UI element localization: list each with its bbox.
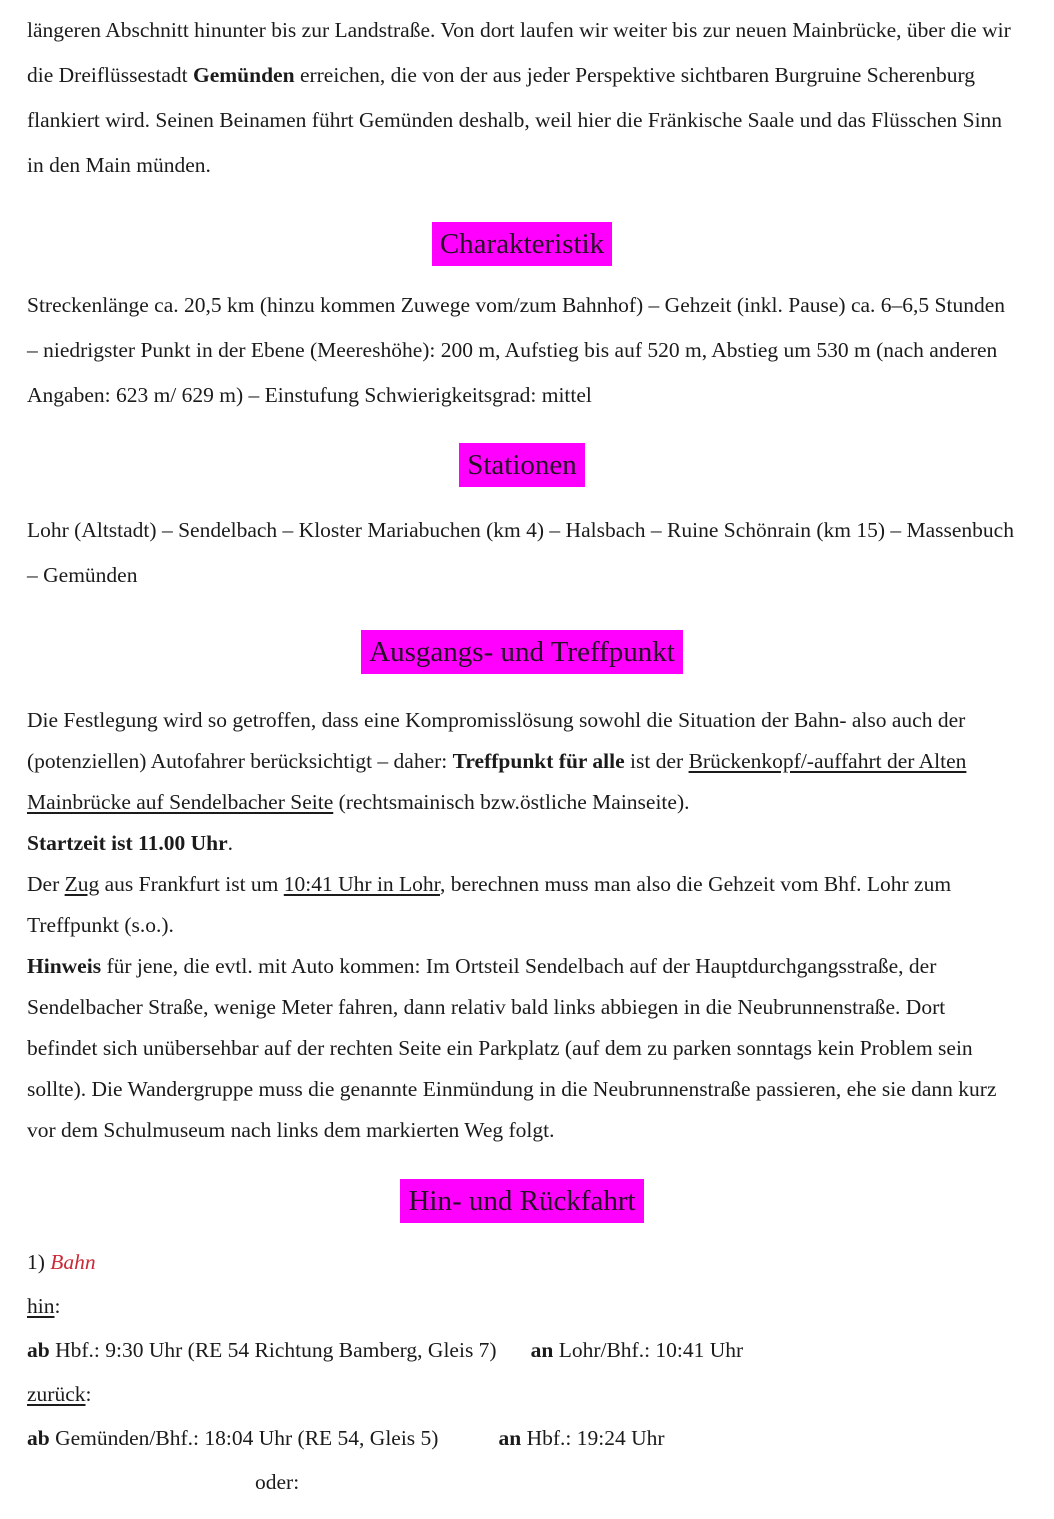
treffpunkt-underline-brueckenkopf: Brückenkopf/-auffahrt der Alten Mainbrücke auf Sendelbacher Seite xyxy=(27,749,967,814)
zurueck-an-bold: an xyxy=(498,1426,522,1450)
intro-bold-gemuenden: Gemünden xyxy=(193,63,295,87)
heading-stationen: Stationen xyxy=(459,443,585,487)
heading-charakteristik: Charakteristik xyxy=(432,222,612,266)
heading-treffpunkt: Ausgangs- und Treffpunkt xyxy=(361,630,683,674)
intro-paragraph xyxy=(27,8,1017,188)
hin-colon: : xyxy=(54,1294,61,1318)
zug-text-3: , berechnen muss man also die Gehzeit vom Bhf. Lohr zum Treffpunkt (s.o.). xyxy=(27,872,952,937)
zug-paragraph xyxy=(27,864,1017,946)
zurueck-colon: : xyxy=(85,1382,92,1406)
hinweis-paragraph xyxy=(27,946,1017,1151)
hin-label: hin xyxy=(27,1294,55,1318)
oder-line: oder: xyxy=(255,1470,300,1494)
startzeit-line xyxy=(27,823,1017,864)
zurueck-an-text: Hbf.: 19:24 Uhr xyxy=(521,1426,665,1450)
hin-schedule-line xyxy=(27,1328,1017,1372)
zug-time-underline: 10:41 Uhr in Lohr xyxy=(283,872,440,896)
section-treffpunkt-heading-row xyxy=(27,630,1017,674)
heading-hin-und-rueckfahrt: Hin- und Rückfahrt xyxy=(400,1179,643,1223)
charakteristik-paragraph: Streckenlänge ca. 20,5 km (hinzu kommen Zuwege vom/zum Bahnhof) – Gehzeit (inkl. Pause) ca. 6–6,5 Stunden – niedrigster Punkt in der Ebene (Meereshöhe): 200 m, Aufstieg bis auf 520 m, Abstieg um 530 m (nach anderen Angaben: 623 m/ 629 m) – Einstufung Schwierigkeitsgrad: mittel xyxy=(27,293,1005,407)
section-charakteristik-heading-row xyxy=(27,222,1017,266)
intro-text-2: erreichen, die von der aus jeder Perspektive sichtbaren Burgruine Scherenburg flankiert wird. Seinen Beinamen führt Gemünden deshalb, weil hier die Fränkische Saale und das Flüsschen Sinn in den Main münden. xyxy=(27,63,1003,177)
hin-ab-text: Hbf.: 9:30 Uhr (RE 54 Richtung Bamberg, Gleis 7) xyxy=(49,1338,497,1362)
startzeit-period: . xyxy=(227,831,234,855)
bahn-label: Bahn xyxy=(50,1250,96,1274)
treffpunkt-bold-fuer-alle: Treffpunkt für alle xyxy=(452,749,625,773)
hin-label-line xyxy=(27,1284,1017,1328)
zug-text-2: aus Frankfurt ist um xyxy=(99,872,284,896)
treffpunkt-text-3: (rechtsmainisch bzw.östliche Mainseite). xyxy=(333,790,690,814)
stationen-paragraph: Lohr (Altstadt) – Sendelbach – Kloster Mariabuchen (km 4) – Halsbach – Ruine Schönrain (km 15) – Massenbuch – Gemünden xyxy=(27,518,1014,587)
zug-text-1: Der xyxy=(27,872,65,896)
zurueck-schedule-line xyxy=(27,1416,1017,1460)
section-stationen-heading-row xyxy=(27,443,1017,487)
fahrt-bahn-block xyxy=(27,1240,1017,1504)
startzeit-bold: Startzeit ist 11.00 Uhr xyxy=(27,831,228,855)
treffpunkt-text-1: Die Festlegung wird so getroffen, dass eine Kompromisslösung sowohl die Situation der Bahn- also auch der (potenziellen) Autofahrer berücksichtigt – daher: xyxy=(27,708,966,773)
treffpunkt-text-2: ist der xyxy=(624,749,689,773)
zurueck-label: zurück xyxy=(27,1382,86,1406)
zug-underline: Zug xyxy=(64,872,100,896)
hin-ab-bold: ab xyxy=(27,1338,50,1362)
bahn-item-line xyxy=(27,1240,1017,1284)
hinweis-bold: Hinweis xyxy=(27,954,102,978)
zurueck-label-line xyxy=(27,1372,1017,1416)
hin-an-bold: an xyxy=(530,1338,554,1362)
zurueck-ab-text: Gemünden/Bhf.: 18:04 Uhr (RE 54, Gleis 5) xyxy=(49,1426,439,1450)
intro-text-1: längeren Abschnitt hinunter bis zur Landstraße. Von dort laufen wir weiter bis zur neuen Mainbrücke, über die wir die Dreiflüssestadt xyxy=(27,18,1011,87)
hinweis-text: für jene, die evtl. mit Auto kommen: Im Ortsteil Sendelbach auf der Hauptdurchgangsstraße, der Sendelbacher Straße, wenige Meter fahren, dann relativ bald links abbiegen in die Neubrunnenstraße. Dort befindet sich unübersehbar auf der rechten Seite ein Parkplatz (auf dem zu parken sonntags kein Problem sein sollte). Die Wandergruppe muss die genannte Einmündung in die Neubrunnenstraße passieren, ehe sie dann kurz vor dem Schulmuseum nach links dem markierten Weg folgt. xyxy=(27,954,997,1142)
section-fahrt-heading-row xyxy=(27,1179,1017,1223)
bahn-item-number: 1) xyxy=(27,1250,51,1274)
treffpunkt-body xyxy=(27,700,1017,1151)
zurueck-ab-bold: ab xyxy=(27,1426,50,1450)
treffpunkt-paragraph-festlegung xyxy=(27,700,1017,823)
hin-an-text: Lohr/Bhf.: 10:41 Uhr xyxy=(553,1338,744,1362)
